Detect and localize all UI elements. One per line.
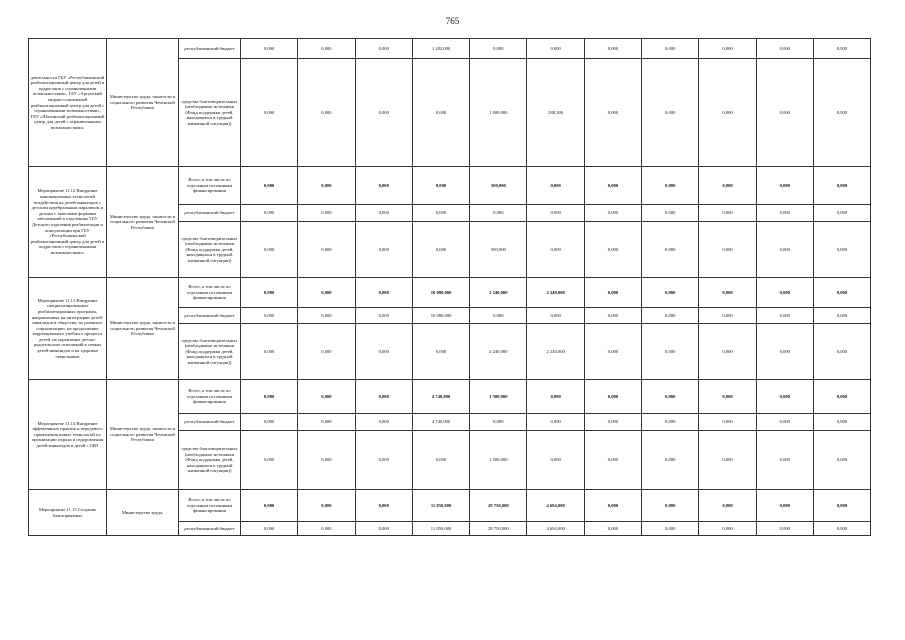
amount-cell: 0,000 [584,324,641,380]
amount-cell: 2 240,000 [527,324,584,380]
amount-cell: 0,000 [756,522,813,536]
amount-cell: 1 282,000 [412,39,469,59]
amount-cell: 0,000 [355,278,412,308]
amount-cell: 0,000 [241,380,298,414]
amount-cell: 0,000 [642,59,699,167]
table-body [29,39,871,536]
amount-cell: 0,000 [756,205,813,222]
amount-cell: 0,000 [699,278,756,308]
amount-cell: 0,000 [813,205,870,222]
amount-cell: 0,000 [642,308,699,324]
amount-cell: 4 740,000 [412,380,469,414]
event-cell: деятельности ГБУ «Республиканский реабилитационный центр для детей и подростков с ограниченными возможностями», ГБУ «Аргунский медико-социальный реабилитационный центр для детей с ограниченными возможностями», ГБУ «Шалинский реабилитационный центр для детей с ограниченными возможностями» [29,39,107,167]
amount-cell: 0,000 [412,324,469,380]
amount-cell: 0,000 [298,380,355,414]
funding-source-cell: Всего, в том числе по отдельным источникам финансирования [179,490,241,522]
amount-cell: 0,000 [756,167,813,205]
amount-cell: 500,000 [470,167,527,205]
amount-cell: 0,000 [813,414,870,431]
amount-cell: 0,000 [241,431,298,490]
amount-cell: 0,000 [241,414,298,431]
amount-cell: 0,000 [642,522,699,536]
amount-cell: 0,000 [355,39,412,59]
table-row [29,490,871,522]
amount-cell: 0,000 [298,490,355,522]
funding-source-cell: средства благотворительных (необходимые источники (Фонд поддержки детей, находящихся в трудной жизненной ситуации)) [179,324,241,380]
funding-source-cell: республиканский бюджет [179,205,241,222]
amount-cell: 0,000 [527,414,584,431]
amount-cell: 11 850,000 [412,490,469,522]
amount-cell: 0,000 [584,167,641,205]
amount-cell: 0,000 [756,278,813,308]
table-row [29,167,871,205]
funding-source-cell: республиканский бюджет [179,39,241,59]
funding-source-cell: республиканский бюджет [179,414,241,431]
amount-cell: 0,000 [241,278,298,308]
amount-cell: 0,000 [584,39,641,59]
event-cell: Мероприятие 11.15 Создание благоприятных [29,490,107,536]
amount-cell: 0,000 [699,431,756,490]
amount-cell: 0,000 [813,308,870,324]
amount-cell: 0,000 [642,167,699,205]
amount-cell: 500,000 [470,222,527,278]
amount-cell: 28 750,000 [470,490,527,522]
amount-cell: 0,000 [412,222,469,278]
funding-source-cell: республиканский бюджет [179,308,241,324]
amount-cell: 0,000 [756,324,813,380]
amount-cell: 0,000 [355,222,412,278]
amount-cell: 0,000 [355,205,412,222]
amount-cell: 0,000 [241,39,298,59]
amount-cell: 0,000 [584,414,641,431]
amount-cell: 0,000 [756,59,813,167]
amount-cell: 0,000 [355,490,412,522]
amount-cell: 4 694,000 [527,490,584,522]
amount-cell: 0,000 [527,167,584,205]
funding-source-cell: средства благотворительных (необходимые источники (Фонд поддержки детей, находящихся в трудной жизненной ситуации)) [179,431,241,490]
funding-source-cell: Всего, в том числе по отдельным источникам финансирования [179,167,241,205]
amount-cell: 0,000 [298,205,355,222]
amount-cell: 10 080,000 [412,308,469,324]
amount-cell: 0,000 [355,308,412,324]
event-cell: Мероприятие 11.14 Внедрение эффективных практик и передового применения новых технологий по организации отдыха и оздоровления детей-инвалидов и детей с ОВЗ [29,380,107,490]
amount-cell: 0,000 [642,278,699,308]
amount-cell: 0,000 [241,167,298,205]
amount-cell: 0,000 [355,414,412,431]
amount-cell: 0,000 [298,414,355,431]
amount-cell: 0,000 [298,167,355,205]
amount-cell: 0,000 [355,522,412,536]
amount-cell: 0,000 [527,39,584,59]
amount-cell: 0,000 [756,222,813,278]
amount-cell: 0,000 [241,222,298,278]
amount-cell: 11 850,000 [412,522,469,536]
amount-cell: 2 240,000 [470,324,527,380]
amount-cell: 0,000 [584,278,641,308]
amount-cell: 0,000 [298,278,355,308]
amount-cell: 0,000 [412,205,469,222]
amount-cell: 0,000 [241,205,298,222]
funding-source-cell: республиканский бюджет [179,522,241,536]
amount-cell: 2 240,000 [470,278,527,308]
funding-source-cell: Всего, в том числе по отдельным источникам финансирования [179,380,241,414]
amount-cell: 0,000 [470,205,527,222]
amount-cell: 0,000 [699,205,756,222]
amount-cell: 1 500,000 [470,380,527,414]
amount-cell: 0,000 [584,222,641,278]
amount-cell: 0,000 [813,278,870,308]
amount-cell: 0,000 [699,380,756,414]
amount-cell: 0,000 [699,167,756,205]
amount-cell: 0,000 [241,324,298,380]
budget-table [28,38,871,536]
amount-cell: 2 240,000 [527,278,584,308]
amount-cell: 0,000 [756,39,813,59]
amount-cell: 28 750,000 [470,522,527,536]
amount-cell: 0,000 [241,59,298,167]
amount-cell: 0,000 [470,39,527,59]
amount-cell: 0,000 [412,167,469,205]
responsible-org-cell: Министерство труда, занятости и социального развития Чеченской Республики [107,380,179,490]
amount-cell: 0,000 [584,308,641,324]
amount-cell: 0,000 [813,324,870,380]
amount-cell: 0,000 [241,308,298,324]
amount-cell: 0,000 [298,324,355,380]
amount-cell: 0,000 [355,431,412,490]
amount-cell: 0,000 [527,431,584,490]
amount-cell: 0,000 [813,59,870,167]
amount-cell: 0,000 [642,205,699,222]
amount-cell: 0,000 [584,431,641,490]
amount-cell: 0,000 [642,431,699,490]
amount-cell: 0,000 [412,59,469,167]
amount-cell: 4 740,000 [412,414,469,431]
amount-cell: 0,000 [584,522,641,536]
amount-cell: 0,000 [298,308,355,324]
amount-cell: 0,000 [355,59,412,167]
amount-cell: 0,000 [699,324,756,380]
amount-cell: 0,000 [298,59,355,167]
amount-cell: 0,000 [699,308,756,324]
funding-source-cell: Всего, в том числе по отдельным источникам финансирования [179,278,241,308]
amount-cell: 0,000 [584,205,641,222]
table-row [29,39,871,59]
event-cell: Мероприятие 11.12 Внедрение инновационных технологий воздействия на детей-инвалидов с детским церебральным параличом и детьми с тяжелыми формами заболеваний в отделениях ГБУ Детского отделения реабилитации и консультации при ГБУ «Республиканский реабилитационный центр для детей и подростков с ограниченными возможностями» [29,167,107,278]
amount-cell: 0,000 [584,490,641,522]
amount-cell: 0,000 [699,39,756,59]
amount-cell: 0,000 [699,490,756,522]
amount-cell: 0,000 [241,522,298,536]
amount-cell: 0,000 [756,380,813,414]
amount-cell: 288,300 [527,59,584,167]
funding-source-cell: средства благотворительных (необходимые источники (Фонд поддержки детей, находящихся в трудной жизненной ситуации)) [179,59,241,167]
amount-cell: 4 694,000 [527,522,584,536]
amount-cell: 0,000 [355,167,412,205]
amount-cell: 0,000 [298,522,355,536]
amount-cell: 0,000 [756,414,813,431]
amount-cell: 0,000 [470,414,527,431]
amount-cell: 0,000 [527,222,584,278]
amount-cell: 0,000 [470,308,527,324]
amount-cell: 0,000 [642,39,699,59]
amount-cell: 0,000 [813,222,870,278]
amount-cell: 0,000 [298,222,355,278]
amount-cell: 0,000 [355,380,412,414]
table-row [29,278,871,308]
amount-cell: 0,000 [527,308,584,324]
amount-cell: 0,000 [642,490,699,522]
amount-cell: 0,000 [813,167,870,205]
amount-cell: 1 000,000 [470,59,527,167]
amount-cell: 0,000 [412,431,469,490]
amount-cell: 0,000 [699,414,756,431]
page-number: 765 [445,16,460,26]
amount-cell: 0,000 [813,39,870,59]
amount-cell: 0,000 [642,324,699,380]
amount-cell: 1 500,000 [470,431,527,490]
amount-cell: 0,000 [756,431,813,490]
amount-cell: 0,000 [527,205,584,222]
responsible-org-cell: Министерство труда, занятости и социального развития Чеченской Республики [107,39,179,167]
responsible-org-cell: Министерство труда, занятости и социального развития Чеченской Республики [107,278,179,380]
amount-cell: 10 080,000 [412,278,469,308]
amount-cell: 0,000 [813,522,870,536]
amount-cell: 0,000 [699,59,756,167]
amount-cell: 0,000 [699,222,756,278]
responsible-org-cell: Министерство труда, [107,490,179,536]
amount-cell: 0,000 [813,490,870,522]
event-cell: Мероприятие 11.13 Внедрение специализированных реабилитационных программ, направленных на интеграцию детей-инвалидов в общество, их развитие, социализацию, на продолжение коррекционного учебного процесса детей, на укрепление детско-родительских отношений в семьях детей-инвалидов и на здоровье сверстников [29,278,107,380]
amount-cell: 0,000 [584,59,641,167]
amount-cell: 0,000 [699,522,756,536]
funding-source-cell: средства благотворительных (необходимые источники (Фонд поддержки детей, находящихся в трудной жизненной ситуации)) [179,222,241,278]
amount-cell: 0,000 [642,222,699,278]
amount-cell: 0,000 [813,380,870,414]
responsible-org-cell: Министерство труда, занятости и социального развития Чеченской Республики [107,167,179,278]
amount-cell: 0,000 [241,490,298,522]
amount-cell: 0,000 [298,39,355,59]
amount-cell: 0,000 [756,308,813,324]
amount-cell: 0,000 [584,380,641,414]
table-row [29,380,871,414]
amount-cell: 0,000 [642,380,699,414]
amount-cell: 0,000 [527,380,584,414]
amount-cell: 0,000 [813,431,870,490]
amount-cell: 0,000 [642,414,699,431]
amount-cell: 0,000 [298,431,355,490]
amount-cell: 0,000 [756,490,813,522]
amount-cell: 0,000 [355,324,412,380]
